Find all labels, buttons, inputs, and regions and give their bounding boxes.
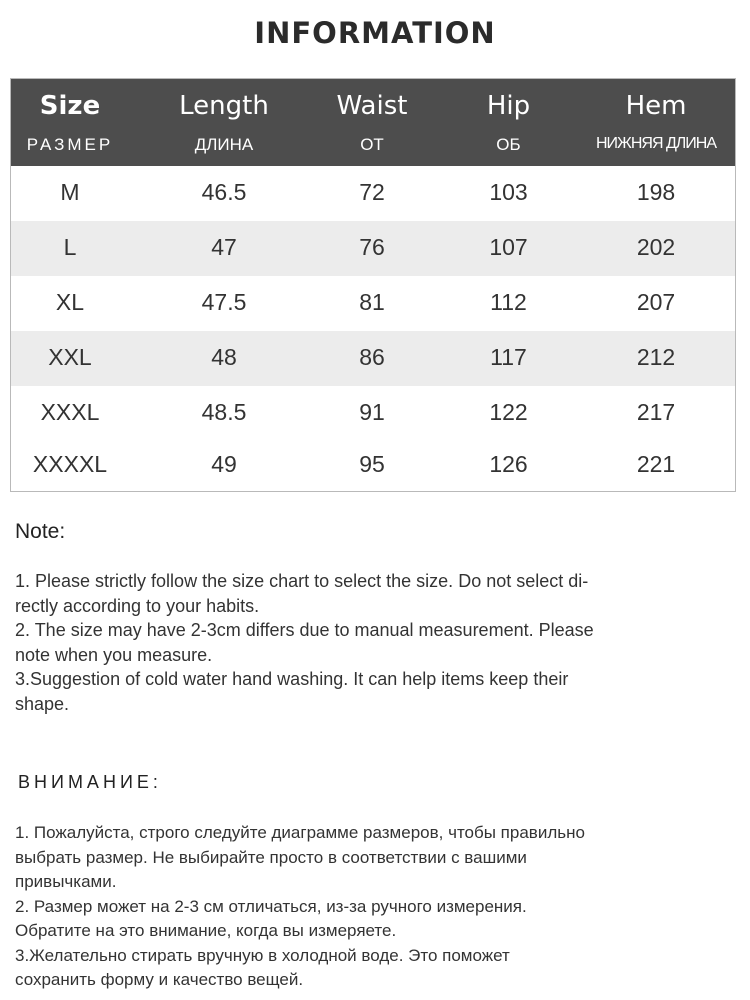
size-cell: M [60, 179, 80, 205]
table-row [11, 166, 735, 221]
waist-cell: 81 [359, 289, 385, 315]
table-row [11, 386, 735, 441]
table-header [11, 79, 735, 166]
waist-cell: 91 [359, 399, 385, 425]
header-size [11, 79, 129, 166]
header-hip-label: Hip [486, 91, 531, 121]
header-waist [299, 79, 445, 166]
size-chart-table [10, 78, 736, 492]
hem-cell: 221 [636, 451, 676, 477]
hip-cell: 122 [489, 399, 528, 425]
size-cell: XXL [48, 344, 92, 370]
hip-cell: 112 [490, 289, 527, 315]
note-heading-ru: ВНИМАНИЕ: [18, 772, 162, 792]
length-cell: 49 [211, 451, 237, 477]
length-cell: 48 [211, 344, 237, 370]
table-row [11, 438, 735, 492]
length-cell: 47.5 [201, 289, 247, 315]
table-row [11, 276, 735, 331]
header-waist-label: Waist [336, 91, 408, 121]
hip-cell: 117 [490, 344, 527, 370]
header-hem-label-ru: НИЖНЯЯ ДЛИНА [596, 135, 716, 152]
length-cell: 47 [211, 234, 237, 260]
waist-cell: 76 [359, 234, 385, 260]
waist-cell: 72 [359, 179, 385, 205]
hip-cell: 103 [489, 179, 528, 205]
header-hem-label: Hem [625, 91, 687, 121]
hem-cell: 212 [636, 344, 676, 370]
size-cell: XXXXL [32, 451, 108, 477]
hem-cell: 202 [636, 234, 676, 260]
header-length-label-ru: ДЛИНА [194, 135, 254, 154]
header-hip-label-ru: ОБ [496, 135, 521, 154]
page-title: INFORMATION [254, 16, 496, 50]
header-size-label: Size [39, 91, 101, 121]
hem-cell: 198 [636, 179, 676, 205]
waist-cell: 86 [359, 344, 385, 370]
header-length-label: Length [179, 91, 269, 121]
header-hem [576, 79, 736, 166]
hem-cell: 217 [636, 399, 676, 425]
table-row [11, 221, 735, 276]
waist-cell: 95 [359, 451, 385, 477]
hip-cell: 107 [489, 234, 528, 260]
note-text: 1. Please strictly follow the size chart to select the size. Do not select di- rectly according to your habits. 2. The size may have 2-3cm differs due to manual measurement. Please note when you measure. 3.Suggestion of cold water hand washing. It can help items keep their shape. [15, 571, 594, 714]
size-cell: XXXL [40, 399, 100, 425]
table-row [11, 331, 735, 386]
length-cell: 46.5 [201, 179, 247, 205]
header-size-label-ru: РАЗМЕР [26, 135, 114, 154]
note-text-ru: 1. Пожалуйста, строго следуйте диаграмме размеров, чтобы правильно выбрать размер. Не выбирайте просто в соответствии с вашими привычками. 2. Размер может на 2-3 см отличаться, из-за ручного измерения. Обратите на это внимание, когда вы измеряете. 3.Желательно стирать вручную в холодной воде. Это поможет сохранить форму и качество вещей. [15, 823, 585, 989]
hem-cell: 207 [636, 289, 676, 315]
header-length [129, 79, 319, 166]
note-heading: Note: [15, 520, 66, 543]
length-cell: 48.5 [201, 399, 247, 425]
header-waist-label-ru: ОТ [360, 135, 384, 154]
size-cell: XL [55, 289, 85, 315]
hip-cell: 126 [489, 451, 528, 477]
size-cell: L [63, 234, 77, 260]
header-hip [436, 79, 581, 166]
